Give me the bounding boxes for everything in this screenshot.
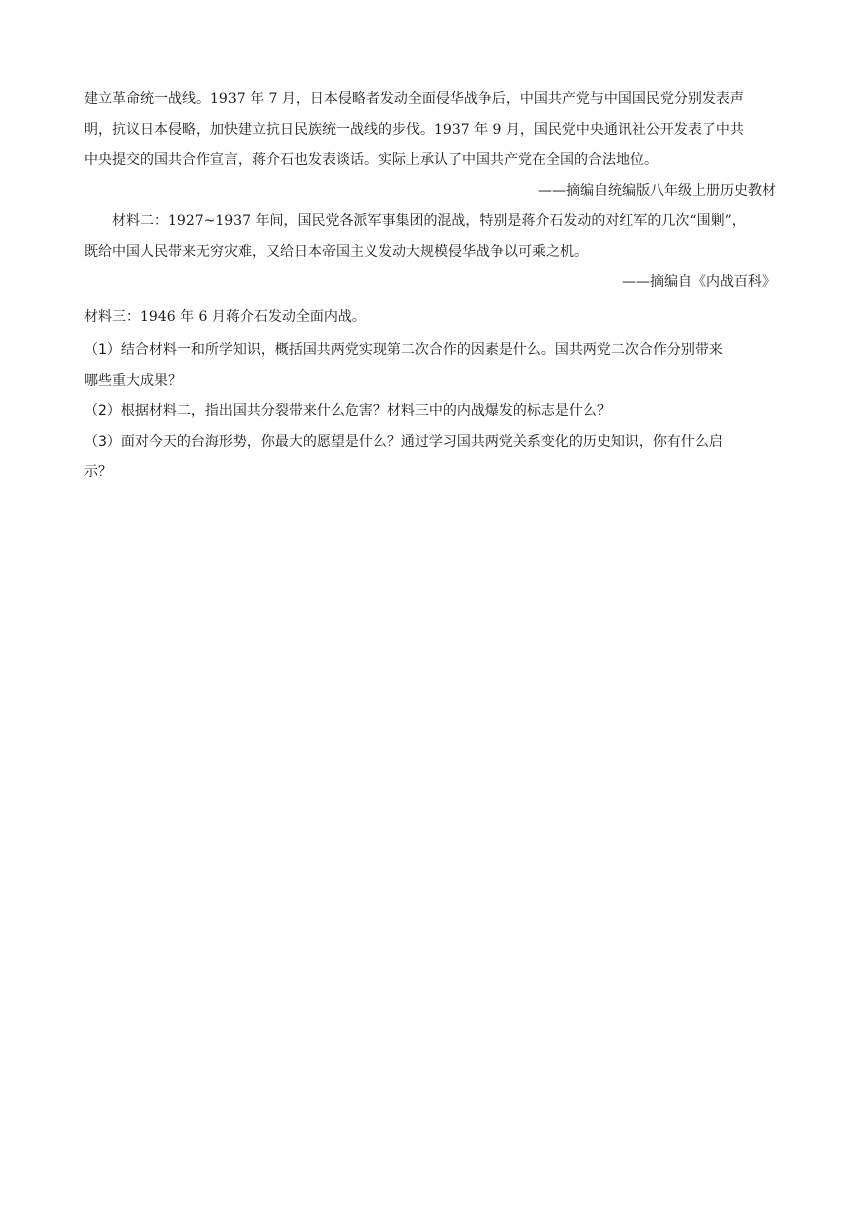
- material-three-block: [84, 302, 776, 333]
- material-three-text: 材料三：1946 年 6 月蒋介石发动全面内战。: [84, 308, 366, 325]
- question-three-line: （3）面对今天的台海形势，你最大的愿望是什么？通过学习国共两党关系变化的历史知识，你有什么启: [84, 433, 723, 450]
- question-two-line: （2）根据材料二，指出国共分裂带来什么危害？材料三中的内战爆发的标志是什么？: [84, 403, 611, 419]
- material-one-block: [84, 84, 776, 206]
- question-one-line: 哪些重大成果？: [84, 372, 182, 389]
- document-page: [84, 84, 776, 488]
- material-one-source: ——摘编自统编版八年级上册历史教材: [538, 182, 776, 199]
- material-one-line: 建立革命统一战线。1937 年 7 月，日本侵略者发动全面侵华战争后，中国共产党与中国国民党分别发表声: [84, 91, 744, 107]
- material-two-line: 材料二：1927~1937 年间，国民党各派军事集团的混战，特别是蒋介石发动的对红军的几次“围剿”，: [112, 213, 746, 229]
- questions-block: [84, 335, 776, 488]
- question-three-line: 示？: [84, 464, 112, 480]
- material-two-line: 既给中国人民带来无穷灾难，又给日本帝国主义发动大规模侵华战争以可乘之机。: [84, 243, 588, 260]
- material-two-block: [84, 206, 776, 298]
- question-one-line: （1）结合材料一和所学知识，概括国共两党实现第二次合作的因素是什么。国共两党二次合作分别带来: [84, 342, 723, 358]
- material-one-line: 明，抗议日本侵略，加快建立抗日民族统一战线的步伐。1937 年 9 月，国民党中央通讯社公开发表了中共: [84, 121, 744, 138]
- material-one-line: 中央提交的国共合作宣言，蒋介石也发表谈话。实际上承认了中国共产党在全国的合法地位。: [84, 152, 658, 168]
- material-two-source: ——摘编自《内战百科》: [622, 274, 776, 290]
